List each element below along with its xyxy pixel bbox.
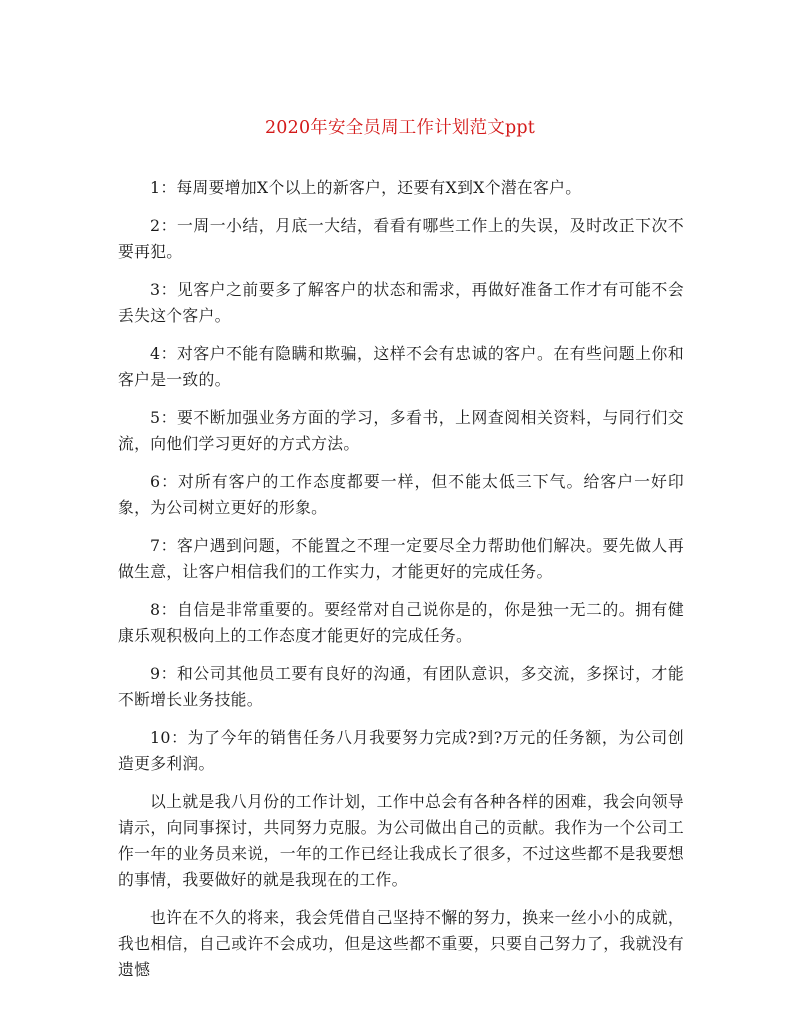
paragraph-3: 3：见客户之前要多了解客户的状态和需求，再做好准备工作才有可能不会丢失这个客户。 xyxy=(118,280,684,325)
paragraph-9: 9：和公司其他员工要有良好的沟通，有团队意识，多交流，多探讨，才能不断增长业务技能。 xyxy=(118,664,684,709)
paragraph-10: 10：为了今年的销售任务八月我要努力完成?到?万元的任务额，为公司创造更多利润。 xyxy=(118,728,684,773)
paragraph-6: 6：对所有客户的工作态度都要一样，但不能太低三下气。给客户一好印象，为公司树立更好的形象。 xyxy=(118,472,684,517)
paragraph-5: 5：要不断加强业务方面的学习，多看书，上网查阅相关资料，与同行们交流，向他们学习更好的方式方法。 xyxy=(118,408,684,453)
paragraph-1: 1：每周要增加X个以上的新客户，还要有X到X个潜在客户。 xyxy=(150,178,582,197)
document-title: 2020年安全员周工作计划范文ppt xyxy=(264,118,536,138)
document-body xyxy=(118,175,684,995)
paragraph-summary: 以上就是我八月份的工作计划，工作中总会有各种各样的困难，我会向领导请示，向同事探讨，共同努力克服。为公司做出自己的贡献。我作为一个公司工作一年的业务员来说，一年的工作已经让我成长了很多，不过这些都不是我要想的事情，我要做好的就是我现在的工作。 xyxy=(118,792,684,889)
paragraph-2: 2：一周一小结，月底一大结，看看有哪些工作上的失误，及时改正下次不要再犯。 xyxy=(118,216,684,261)
paragraph-4: 4：对客户不能有隐瞒和欺骗，这样不会有忠诚的客户。在有些问题上你和客户是一致的。 xyxy=(118,344,684,389)
paragraph-7: 7：客户遇到问题，不能置之不理一定要尽全力帮助他们解决。要先做人再做生意，让客户相信我们的工作实力，才能更好的完成任务。 xyxy=(118,536,684,581)
paragraph-future: 也许在不久的将来，我会凭借自己坚持不懈的努力，换来一丝小小的成就，我也相信，自己或许不会成功，但是这些都不重要，只要自己努力了，我就没有遗憾 xyxy=(118,908,684,979)
paragraph-8: 8：自信是非常重要的。要经常对自己说你是的，你是独一无二的。拥有健康乐观积极向上的工作态度才能更好的完成任务。 xyxy=(118,600,684,645)
